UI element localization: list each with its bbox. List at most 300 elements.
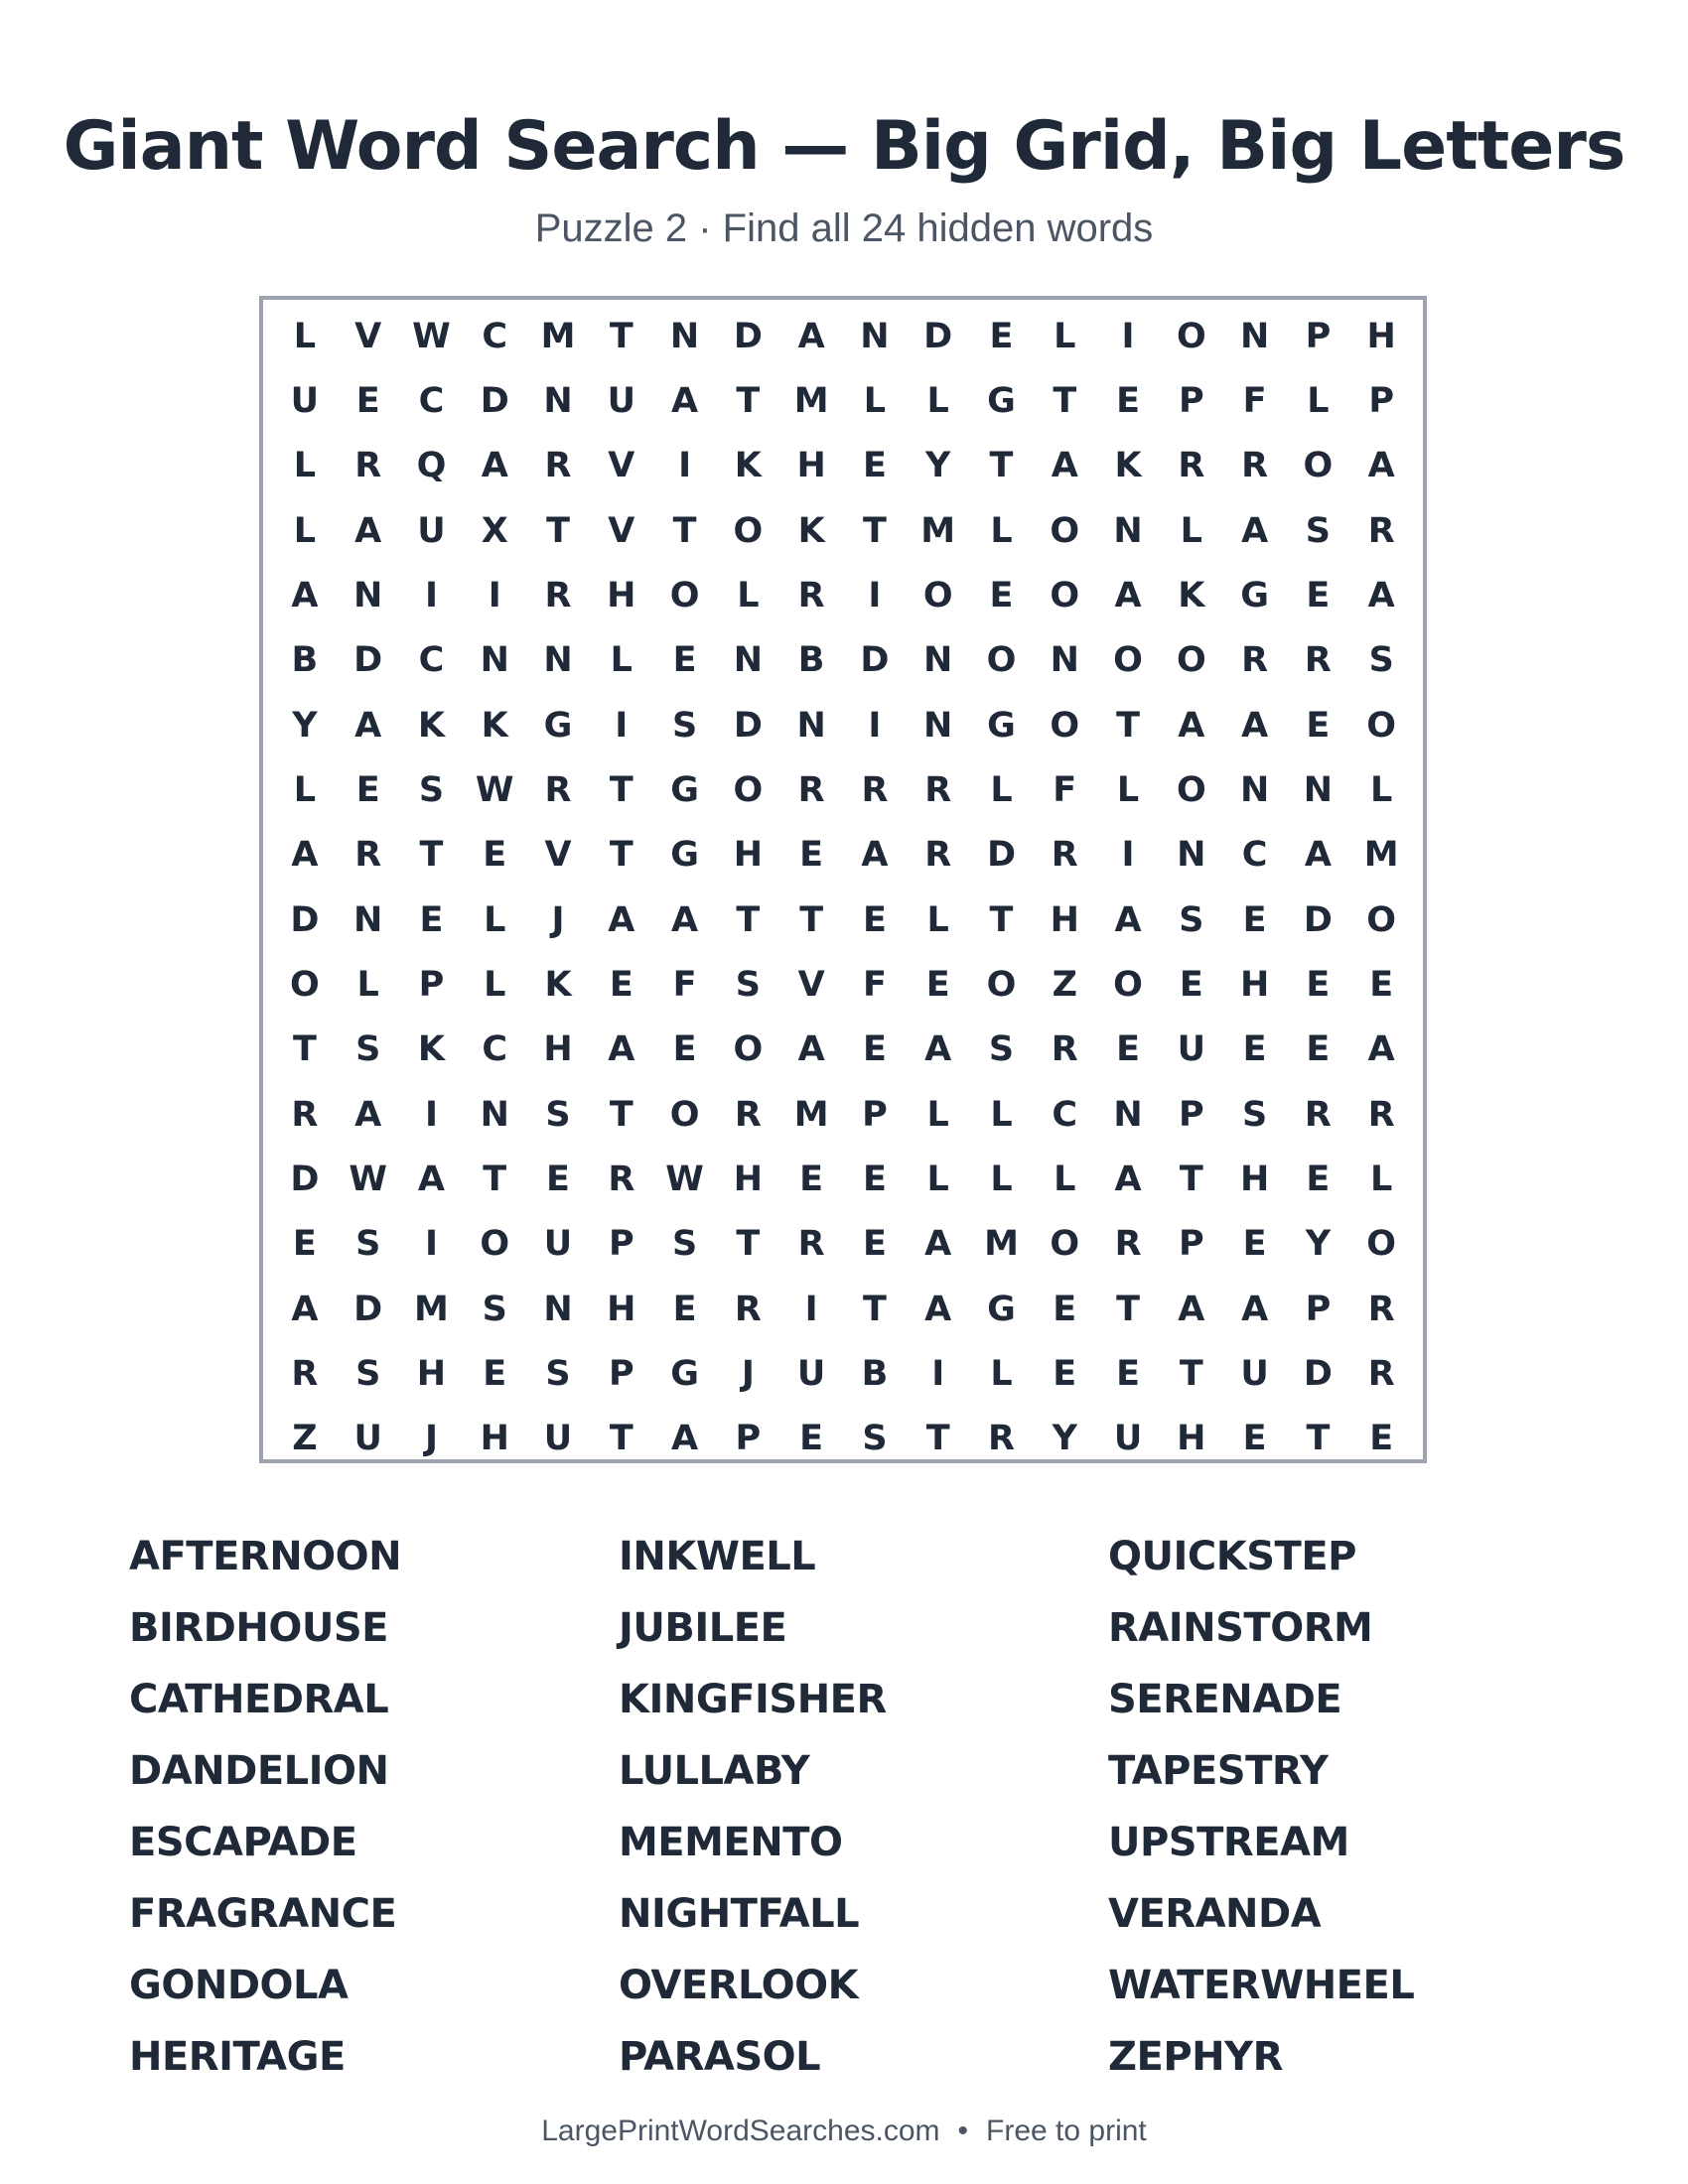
- grid-cell: Q: [416, 446, 447, 486]
- grid-cell: G: [987, 1289, 1016, 1329]
- grid-cell: E: [925, 964, 950, 1005]
- grid-cell: G: [987, 380, 1016, 421]
- word-list: [129, 1524, 1599, 2096]
- grid-cell: O: [986, 640, 1017, 681]
- grid-cell: M: [920, 510, 956, 551]
- grid-cell: L: [293, 769, 317, 810]
- grid-cell: P: [1179, 380, 1204, 421]
- grid-row: [273, 628, 1413, 693]
- grid-cell: Y: [925, 446, 951, 486]
- grid-cell: E: [1306, 1029, 1331, 1070]
- grid-cell: R: [988, 1419, 1015, 1459]
- grid-row: [273, 1018, 1413, 1082]
- grid-cell: R: [1178, 446, 1205, 486]
- grid-cell: K: [481, 705, 508, 746]
- grid-cell: B: [861, 1353, 889, 1394]
- word-list-item: QUICKSTEP: [1108, 1534, 1356, 1579]
- grid-cell: N: [543, 640, 573, 681]
- grid-cell: U: [353, 1419, 382, 1459]
- grid-cell: A: [354, 510, 382, 551]
- grid-cell: T: [736, 899, 761, 940]
- grid-cell: L: [1180, 510, 1202, 551]
- grid-cell: B: [291, 640, 319, 681]
- grid-cell: K: [417, 1029, 446, 1070]
- footer-separator: •: [957, 2115, 969, 2147]
- grid-cell: V: [544, 835, 572, 876]
- grid-cell: O: [290, 964, 320, 1005]
- grid-cell: S: [355, 1029, 381, 1070]
- grid-cell: R: [924, 769, 952, 810]
- word-list-item: INKWELL: [619, 1534, 816, 1579]
- grid-cell: P: [1305, 1289, 1332, 1329]
- grid-cell: A: [291, 835, 319, 876]
- grid-cell: O: [1113, 964, 1143, 1005]
- grid-cell: A: [1114, 899, 1142, 940]
- grid-cell: U: [796, 1353, 826, 1394]
- grid-cell: L: [926, 899, 949, 940]
- grid-cell: T: [1179, 1353, 1203, 1394]
- grid-cell: N: [860, 316, 890, 356]
- grid-cell: F: [672, 964, 697, 1005]
- grid-cell: P: [418, 964, 445, 1005]
- grid-cell: V: [354, 316, 382, 356]
- grid-cell: C: [482, 1029, 508, 1070]
- grid-cell: E: [292, 1224, 317, 1265]
- grid-cell: E: [672, 1029, 697, 1070]
- grid-cell: N: [733, 640, 763, 681]
- grid-cell: A: [924, 1224, 952, 1265]
- word-list-item: FRAGRANCE: [129, 1891, 397, 1937]
- grid-cell: L: [863, 380, 887, 421]
- word-list-item: HERITAGE: [129, 2034, 346, 2080]
- grid-cell: S: [988, 1029, 1015, 1070]
- grid-cell: D: [733, 705, 763, 746]
- grid-cell: H: [733, 835, 763, 876]
- grid-cell: N: [543, 380, 573, 421]
- grid-cell: O: [480, 1224, 510, 1265]
- grid-cell: G: [670, 835, 699, 876]
- grid-cell: T: [1116, 705, 1140, 746]
- grid-cell: T: [292, 1029, 317, 1070]
- grid-cell: N: [923, 705, 953, 746]
- grid-cell: O: [1366, 1224, 1397, 1265]
- grid-cell: H: [733, 1159, 763, 1199]
- grid-cell: W: [412, 316, 451, 356]
- grid-cell: G: [670, 769, 699, 810]
- grid-cell: I: [1121, 316, 1135, 356]
- grid-cell: R: [797, 575, 825, 615]
- grid-cell: A: [797, 1029, 825, 1070]
- grid-cell: S: [545, 1353, 571, 1394]
- grid-cell: M: [793, 380, 829, 421]
- grid-cell: T: [862, 1289, 887, 1329]
- footer-site: LargePrintWordSearches.com: [541, 2115, 940, 2147]
- grid-cell: T: [1306, 1419, 1331, 1459]
- grid-row: [273, 498, 1413, 563]
- grid-cell: M: [414, 1289, 449, 1329]
- footer-note: Free to print: [986, 2115, 1147, 2147]
- grid-cell: D: [986, 835, 1017, 876]
- grid-cell: E: [672, 1289, 697, 1329]
- grid-cell: L: [990, 1094, 1013, 1135]
- grid-cell: A: [1241, 1289, 1269, 1329]
- grid-cell: A: [1367, 575, 1395, 615]
- grid-cell: A: [354, 705, 382, 746]
- grid-cell: H: [1177, 1419, 1206, 1459]
- grid-cell: E: [1053, 1353, 1077, 1394]
- word-list-item: ZEPHYR: [1108, 2034, 1283, 2080]
- grid-cell: T: [609, 316, 633, 356]
- footer: [0, 2109, 1688, 2154]
- grid-cell: I: [424, 1224, 438, 1265]
- grid-cell: R: [1051, 1029, 1078, 1070]
- grid-cell: H: [796, 446, 826, 486]
- grid-cell: E: [483, 835, 507, 876]
- grid-cell: E: [1306, 1159, 1331, 1199]
- grid-cell: D: [480, 380, 509, 421]
- grid-cell: I: [868, 705, 882, 746]
- grid-cell: A: [1304, 835, 1332, 876]
- grid-cell: N: [543, 1289, 573, 1329]
- grid-cell: E: [989, 316, 1014, 356]
- grid-cell: E: [1369, 964, 1394, 1005]
- grid-cell: R: [861, 769, 889, 810]
- grid-cell: D: [290, 899, 320, 940]
- grid-cell: E: [1306, 575, 1331, 615]
- grid-cell: L: [990, 1159, 1013, 1199]
- grid-cell: E: [989, 575, 1014, 615]
- grid-row: [273, 757, 1413, 822]
- grid-cell: P: [1179, 1094, 1204, 1135]
- grid-cell: C: [418, 640, 445, 681]
- grid-cell: R: [797, 769, 825, 810]
- grid-cell: J: [424, 1419, 438, 1459]
- word-list-item: CATHEDRAL: [129, 1677, 389, 1722]
- grid-cell: R: [544, 575, 572, 615]
- grid-cell: L: [356, 964, 379, 1005]
- grid-cell: E: [483, 1353, 507, 1394]
- grid-cell: P: [1368, 380, 1394, 421]
- grid-cell: N: [353, 575, 383, 615]
- grid-cell: G: [670, 1353, 699, 1394]
- grid-cell: Y: [1305, 1224, 1332, 1265]
- grid-cell: R: [734, 1289, 762, 1329]
- grid-row: [273, 887, 1413, 952]
- grid-cell: U: [607, 380, 635, 421]
- grid-cell: L: [926, 1159, 949, 1199]
- grid-cell: H: [543, 1029, 573, 1070]
- word-list-item: DANDELION: [129, 1748, 389, 1794]
- grid-cell: R: [544, 769, 572, 810]
- grid-cell: R: [1367, 1289, 1395, 1329]
- word-list-item: OVERLOOK: [619, 1963, 859, 2008]
- grid-cell: P: [1305, 316, 1332, 356]
- grid-cell: M: [984, 1224, 1019, 1265]
- grid-cell: N: [1050, 640, 1079, 681]
- grid-cell: Z: [1052, 964, 1077, 1005]
- grid-cell: O: [1176, 769, 1206, 810]
- grid-cell: T: [925, 1419, 950, 1459]
- grid-cell: H: [416, 1353, 447, 1394]
- grid-cell: B: [797, 640, 825, 681]
- grid-cell: E: [799, 1159, 824, 1199]
- word-list-item: JUBILEE: [619, 1605, 787, 1651]
- grid-cell: O: [1176, 640, 1206, 681]
- grid-cell: L: [926, 380, 949, 421]
- grid-row: [273, 1082, 1413, 1147]
- grid-cell: A: [671, 899, 699, 940]
- grid-row: [273, 693, 1413, 757]
- grid-cell: D: [353, 640, 383, 681]
- grid-cell: N: [923, 640, 953, 681]
- grid-cell: D: [923, 316, 953, 356]
- grid-cell: K: [1178, 575, 1205, 615]
- grid-cell: A: [797, 316, 825, 356]
- grid-cell: L: [1116, 769, 1140, 810]
- grid-cell: N: [1177, 835, 1206, 876]
- grid-cell: V: [608, 446, 635, 486]
- word-list-item: WATERWHEEL: [1108, 1963, 1415, 2008]
- grid-cell: W: [665, 1159, 704, 1199]
- grid-cell: E: [609, 964, 633, 1005]
- grid-cell: U: [1177, 1029, 1206, 1070]
- grid-cell: H: [1239, 964, 1270, 1005]
- grid-cell: D: [1303, 1353, 1333, 1394]
- grid-cell: E: [1116, 380, 1140, 421]
- grid-cell: H: [607, 575, 636, 615]
- word-list-item: KINGFISHER: [619, 1677, 887, 1722]
- grid-cell: E: [355, 380, 380, 421]
- grid-cell: R: [924, 835, 952, 876]
- grid-cell: E: [1306, 964, 1331, 1005]
- grid-cell: A: [354, 1094, 382, 1135]
- grid-cell: N: [1113, 1094, 1143, 1135]
- grid-cell: L: [1370, 769, 1393, 810]
- grid-cell: Z: [292, 1419, 318, 1459]
- grid-cell: O: [733, 769, 764, 810]
- grid-cell: A: [1114, 575, 1142, 615]
- grid-cell: A: [924, 1029, 952, 1070]
- grid-cell: L: [1054, 1159, 1076, 1199]
- grid-cell: O: [1303, 446, 1334, 486]
- grid-cell: E: [1369, 1419, 1394, 1459]
- grid-cell: T: [1053, 380, 1077, 421]
- grid-cell: U: [1240, 1353, 1269, 1394]
- grid-cell: K: [417, 705, 446, 746]
- grid-cell: N: [480, 1094, 509, 1135]
- grid-cell: F: [1242, 380, 1267, 421]
- grid-cell: T: [799, 899, 824, 940]
- grid-cell: O: [1050, 705, 1080, 746]
- grid-cell: R: [544, 446, 572, 486]
- grid-cell: K: [544, 964, 572, 1005]
- grid-cell: S: [1242, 1094, 1268, 1135]
- grid-cell: G: [543, 705, 573, 746]
- grid-cell: I: [931, 1353, 945, 1394]
- grid-cell: A: [1367, 446, 1395, 486]
- grid-cell: D: [860, 640, 890, 681]
- grid-cell: N: [353, 899, 383, 940]
- grid-cell: W: [475, 769, 514, 810]
- grid-cell: T: [672, 510, 697, 551]
- grid-row: [273, 1147, 1413, 1211]
- grid-cell: H: [1239, 1159, 1270, 1199]
- grid-cell: L: [484, 964, 506, 1005]
- grid-cell: E: [1116, 1353, 1140, 1394]
- grid-cell: I: [424, 575, 438, 615]
- grid-cell: S: [1305, 510, 1331, 551]
- grid-cell: T: [609, 769, 633, 810]
- grid-cell: L: [990, 769, 1013, 810]
- grid-cell: T: [1179, 1159, 1203, 1199]
- grid-cell: E: [1242, 1029, 1267, 1070]
- grid-cell: E: [355, 769, 380, 810]
- grid-cell: A: [1114, 1159, 1142, 1199]
- grid-cell: C: [418, 380, 445, 421]
- grid-cell: M: [540, 316, 576, 356]
- grid-cell: O: [1050, 510, 1080, 551]
- grid-cell: R: [1241, 446, 1269, 486]
- grid-cell: L: [610, 640, 633, 681]
- grid-cell: K: [1114, 446, 1142, 486]
- grid-cell: K: [797, 510, 825, 551]
- grid-cell: S: [1179, 899, 1204, 940]
- grid-cell: P: [735, 1419, 762, 1459]
- grid-cell: A: [291, 575, 319, 615]
- grid-cell: O: [1050, 1224, 1080, 1265]
- grid-cell: L: [484, 899, 506, 940]
- grid-cell: A: [1241, 705, 1269, 746]
- grid-cell: A: [671, 380, 699, 421]
- grid-cell: E: [1179, 964, 1203, 1005]
- word-list-item: NIGHTFALL: [619, 1891, 860, 1937]
- grid-cell: T: [419, 835, 444, 876]
- grid-cell: A: [1178, 1289, 1205, 1329]
- grid-row: [273, 1212, 1413, 1277]
- grid-cell: R: [1051, 835, 1078, 876]
- grid-cell: A: [924, 1289, 952, 1329]
- grid-cell: L: [293, 446, 317, 486]
- grid-cell: O: [733, 510, 764, 551]
- grid-cell: T: [862, 510, 887, 551]
- grid-cell: I: [424, 1094, 438, 1135]
- grid-cell: E: [1053, 1289, 1077, 1329]
- grid-cell: R: [734, 1094, 762, 1135]
- grid-cell: A: [1241, 510, 1269, 551]
- grid-cell: O: [1366, 899, 1397, 940]
- grid-cell: N: [1303, 769, 1334, 810]
- grid-cell: N: [1239, 769, 1270, 810]
- grid-cell: O: [1113, 640, 1143, 681]
- grid-cell: D: [353, 1289, 383, 1329]
- grid-cell: I: [488, 575, 501, 615]
- grid-cell: R: [1114, 1224, 1142, 1265]
- grid-cell: A: [1178, 705, 1205, 746]
- grid-cell: L: [990, 1353, 1013, 1394]
- grid-row: [273, 563, 1413, 627]
- grid-cell: D: [290, 1159, 320, 1199]
- grid-cell: Y: [292, 705, 318, 746]
- grid-cell: T: [483, 1159, 507, 1199]
- grid-cell: C: [482, 316, 508, 356]
- grid-cell: A: [861, 835, 889, 876]
- word-list-item: BIRDHOUSE: [129, 1605, 388, 1651]
- grid-cell: A: [1367, 1029, 1395, 1070]
- grid-row: [273, 434, 1413, 498]
- grid-row: [273, 1407, 1413, 1471]
- grid-row: [273, 823, 1413, 887]
- grid-cell: E: [1242, 1419, 1267, 1459]
- grid-cell: A: [291, 1289, 319, 1329]
- grid-cell: U: [417, 510, 446, 551]
- grid-cell: N: [1113, 510, 1143, 551]
- grid-cell: C: [1241, 835, 1268, 876]
- grid-cell: S: [482, 1289, 507, 1329]
- grid-cell: U: [290, 380, 320, 421]
- grid-cell: N: [480, 640, 509, 681]
- grid-cell: U: [543, 1419, 573, 1459]
- grid-cell: H: [1366, 316, 1396, 356]
- grid-cell: E: [1116, 1029, 1140, 1070]
- grid-cell: I: [615, 705, 629, 746]
- word-list-item: GONDOLA: [129, 1963, 349, 2008]
- page-title: Giant Word Search — Big Grid, Big Letters: [63, 107, 1625, 186]
- grid-cell: N: [669, 316, 700, 356]
- grid-cell: S: [355, 1353, 381, 1394]
- grid-cell: E: [799, 835, 824, 876]
- grid-cell: E: [1306, 705, 1331, 746]
- word-list-item: UPSTREAM: [1108, 1820, 1349, 1865]
- grid-cell: R: [1241, 640, 1269, 681]
- grid-cell: S: [671, 1224, 698, 1265]
- grid-cell: R: [291, 1094, 319, 1135]
- grid-cell: M: [793, 1094, 829, 1135]
- grid-cell: L: [1054, 316, 1076, 356]
- grid-cell: E: [1242, 899, 1267, 940]
- grid-row: [273, 304, 1413, 368]
- word-list-item: AFTERNOON: [129, 1534, 402, 1579]
- grid-cell: E: [862, 1029, 887, 1070]
- grid-cell: R: [608, 1159, 635, 1199]
- grid-cell: L: [293, 316, 317, 356]
- grid-cell: A: [1051, 446, 1078, 486]
- grid-cell: R: [1367, 1094, 1395, 1135]
- grid-cell: T: [609, 1094, 633, 1135]
- grid-cell: A: [417, 1159, 445, 1199]
- grid-cell: G: [1240, 575, 1269, 615]
- grid-cell: E: [799, 1419, 824, 1459]
- grid-row: [273, 1277, 1413, 1341]
- grid-cell: P: [862, 1094, 888, 1135]
- grid-cell: E: [419, 899, 444, 940]
- grid-cell: L: [990, 510, 1013, 551]
- grid-cell: L: [1370, 1159, 1393, 1199]
- grid-cell: R: [1304, 640, 1332, 681]
- grid-cell: H: [1050, 899, 1079, 940]
- grid-cell: S: [418, 769, 445, 810]
- grid-cell: E: [546, 1159, 570, 1199]
- word-list-item: SERENADE: [1108, 1677, 1342, 1722]
- grid-cell: T: [1116, 1289, 1140, 1329]
- grid-cell: H: [480, 1419, 509, 1459]
- grid-cell: T: [989, 899, 1014, 940]
- grid-cell: O: [669, 1094, 700, 1135]
- grid-cell: R: [1367, 510, 1395, 551]
- grid-cell: V: [608, 510, 635, 551]
- grid-cell: R: [1304, 1094, 1332, 1135]
- grid-cell: P: [608, 1224, 634, 1265]
- grid-cell: U: [1113, 1419, 1143, 1459]
